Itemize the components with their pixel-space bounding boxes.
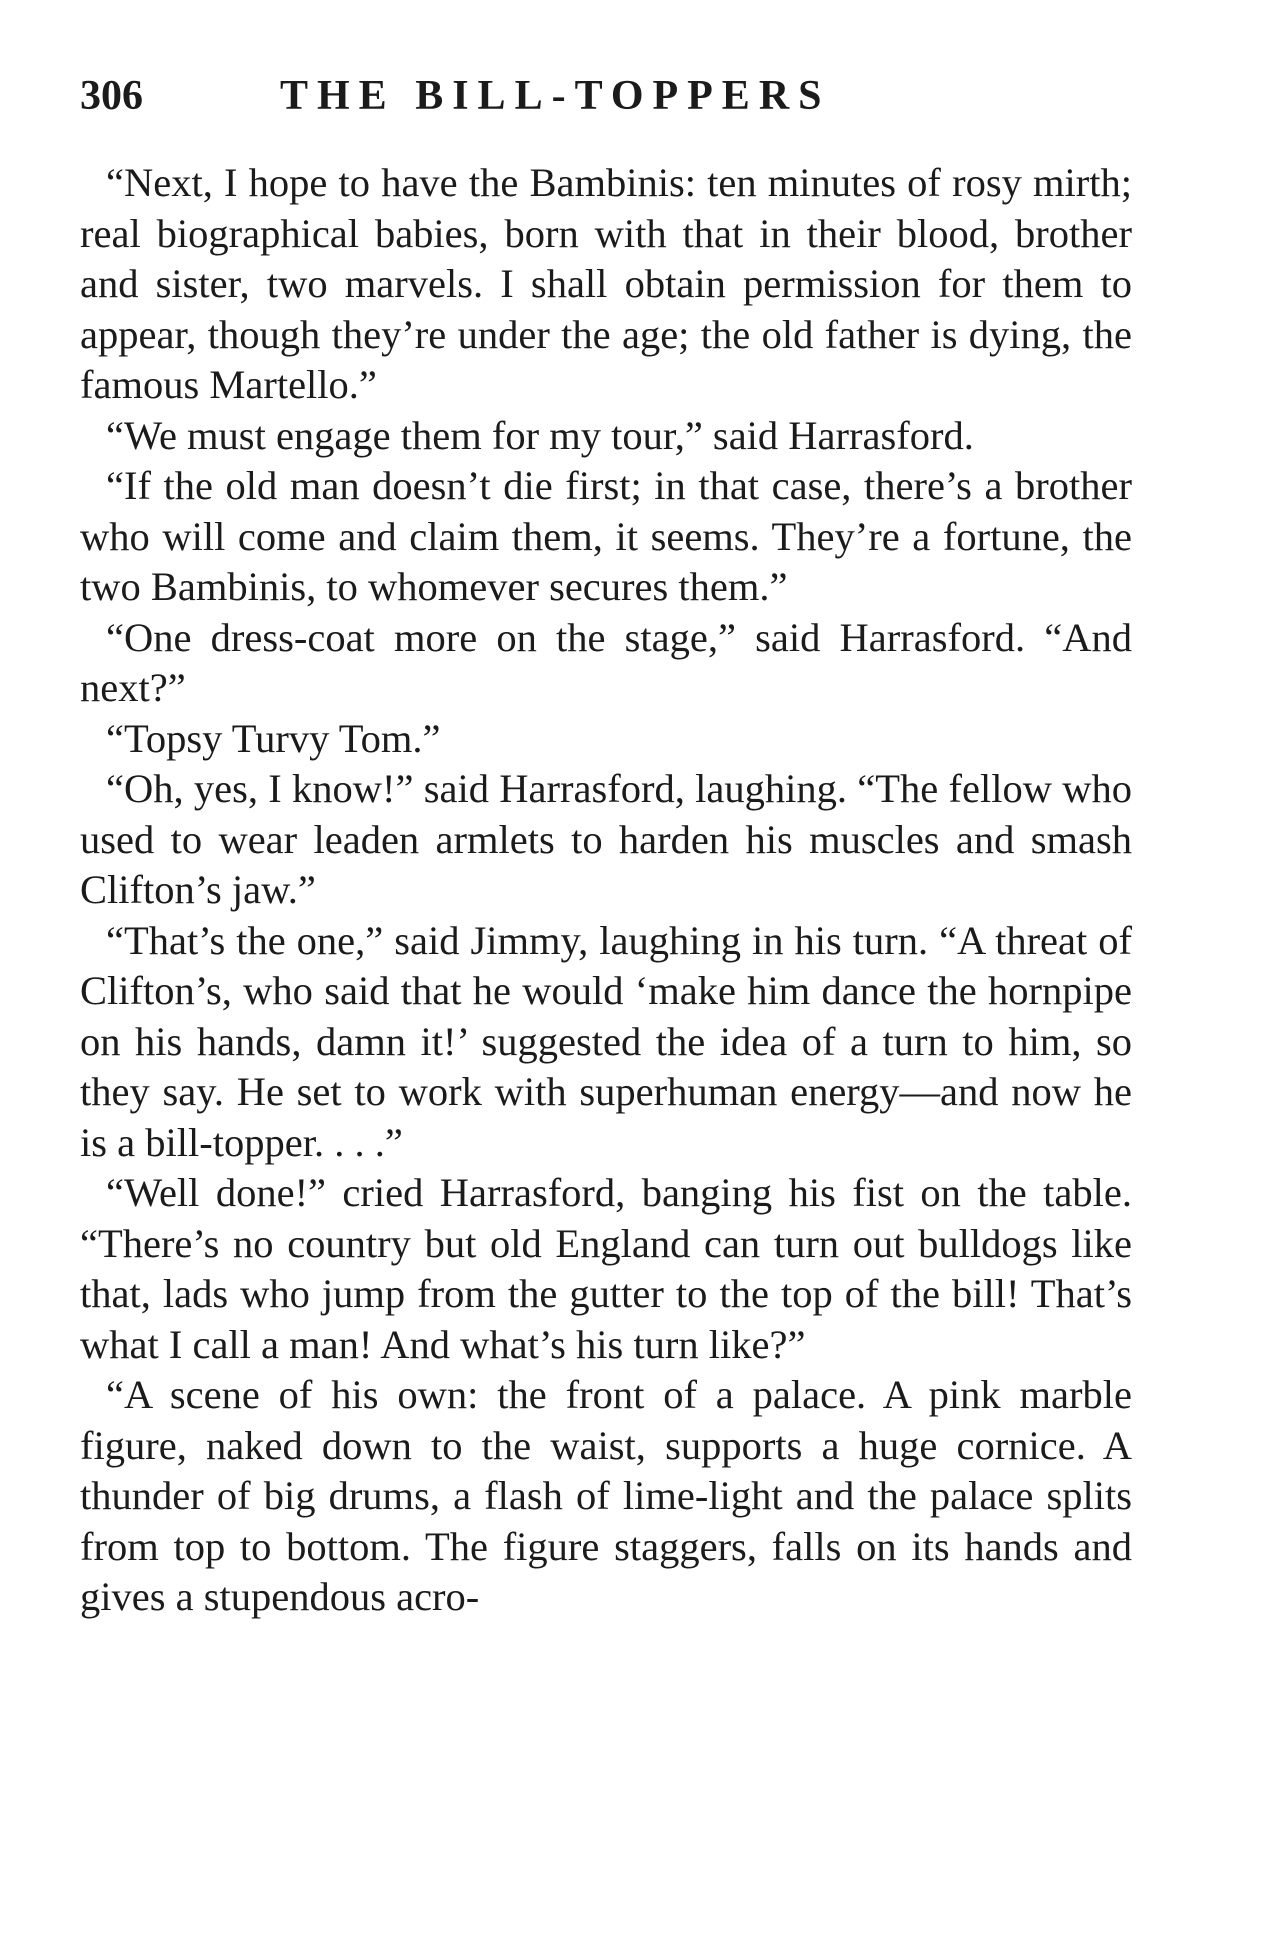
body-text — [80, 158, 1132, 1623]
page-number: 306 — [80, 73, 143, 119]
paragraph-9: “A scene of his own: the front of a palace. A pink marble figure, naked down to the waist, supports a huge cornice. A thunder of big drums, a flash of lime-light and the palace splits from top to bottom. The figure staggers, falls on its hands and gives a stupendous acro- — [80, 1372, 1132, 1619]
paragraph-5: “Topsy Turvy Tom.” — [106, 715, 441, 761]
paragraph-3: “If the old man doesn’t die first; in that case, there’s a brother who will come and claim them, it seems. They’re a fortune, the two Bambinis, to whomever secures them.” — [80, 463, 1132, 609]
book-title: THE BILL-TOPPERS — [280, 73, 831, 119]
paragraph-4: “One dress-coat more on the stage,” said Harrasford. “And next?” — [80, 614, 1132, 710]
paragraph-2: “We must engage them for my tour,” said Harrasford. — [106, 412, 974, 458]
paragraph-1: “Next, I hope to have the Bambinis: ten minutes of rosy mirth; real biographical babies, born with that in their blood, brother and sister, two marvels. I shall obtain permission for them to appear, though they’re under the age; the old father is dying, the famous Martello.” — [80, 160, 1132, 407]
paragraph-7: “That’s the one,” said Jimmy, laughing in his turn. “A threat of Clifton’s, who said that he would ‘make him dance the hornpipe on his hands, damn it!’ suggested the idea of a turn to him, so they say. He set to work with superhuman energy—and now he is a bill-topper. . . .” — [80, 917, 1132, 1165]
paragraph-6: “Oh, yes, I know!” said Harrasford, laughing. “The fellow who used to wear leaden armlets to harden his muscles and smash Clifton’s jaw.” — [80, 766, 1132, 912]
running-head — [80, 68, 1140, 124]
paragraph-8: “Well done!” cried Harrasford, banging his fist on the table. “There’s no country but old England can turn out bulldogs like that, lads who jump from the gutter to the top of the bill! That’s what I call a man! And what’s his turn like?” — [80, 1170, 1132, 1367]
